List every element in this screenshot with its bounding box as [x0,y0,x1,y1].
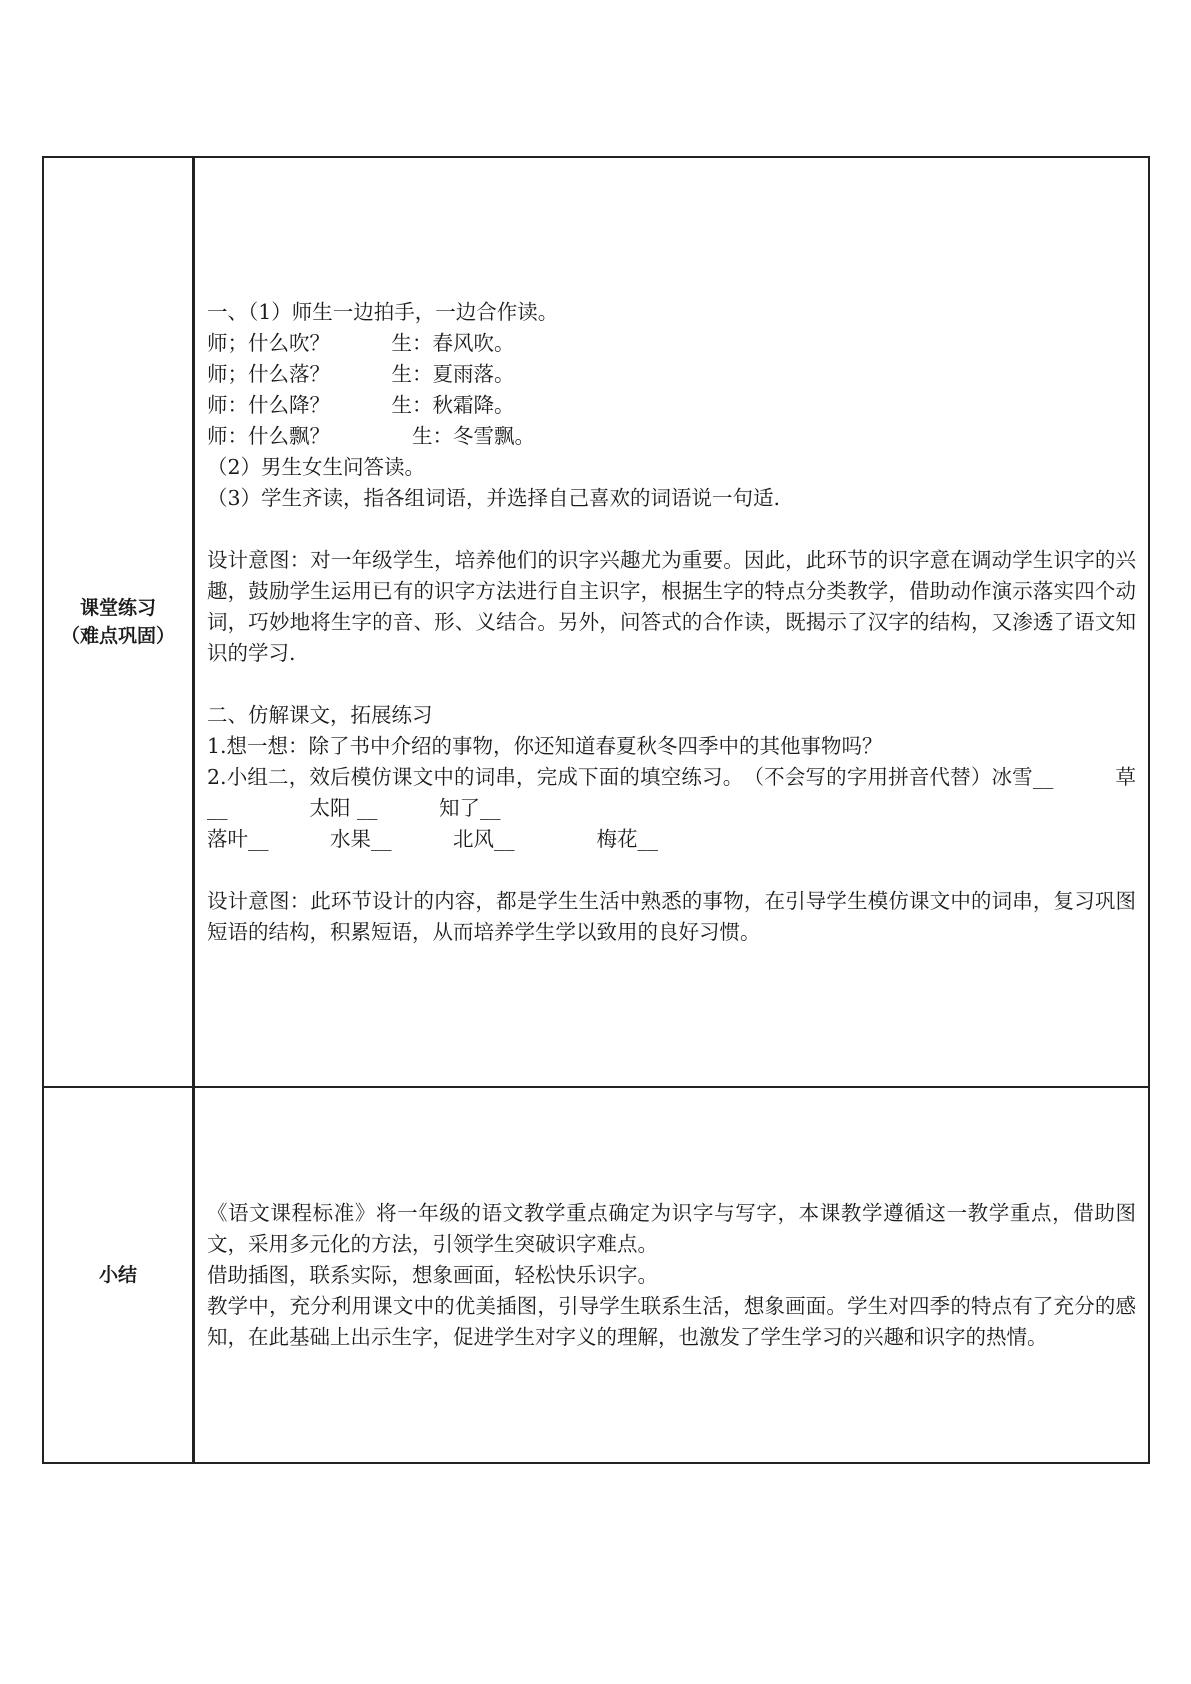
summary-row [43,1087,1149,1463]
lesson-plan-table [42,156,1150,1464]
text-line: （3）学生齐读，指各组词语，并选择自己喜欢的词语说一句适. [207,485,781,510]
practice-row [43,157,1149,1087]
summary-label: 小结 [98,1264,137,1286]
text-line: 一、（1）师生一边拍手，一边合作读。 [207,299,559,324]
question-line: 1.想一想：除了书中介绍的事物，你还知道春夏秋冬四季中的其他事物吗？ [207,733,883,758]
summary-content [207,1198,1136,1353]
text-line: 师；什么落？ 生：夏雨落。 [207,361,515,386]
practice-content [207,297,1136,948]
summary-paragraph: 教学中，充分利用课文中的优美插图，引导学生联系生活，想象画面。学生对四季的特点有了充分的感知，在此基础上出示生字，促进学生对字义的理解，也激发了学生学习的兴趣和识字的热情。 [207,1293,1136,1349]
design-intent-paragraph: 设计意图：此环节设计的内容，都是学生生活中熟悉的事物，在引导学生模仿课文中的词串，复习巩图短语的结构，积累短语，从而培养学生学以致用的良好习惯。 [207,888,1136,944]
summary-content-cell [194,1087,1150,1463]
summary-paragraph: 《语文课程标准》将一年级的语文教学重点确定为识字与写字，本课教学遵循这一教学重点，借助图文，采用多元化的方法，引领学生突破识字难点。 [207,1200,1136,1256]
text-line: 师：什么飘？ 生：冬雪飘。 [207,423,535,448]
summary-label-cell [43,1087,194,1463]
fill-in-exercise: 2.小组二，效后模仿课文中的词串，完成下面的填空练习。 （不会写的字用拼音代替）冰雪__ 草__ 太阳 __ 知了__ [207,764,1136,820]
practice-content-cell [194,157,1150,1087]
text-line: 师：什么降？ 生：秋霜降。 [207,392,515,417]
section-heading: 二、仿解课文，拓展练习 [207,702,433,727]
text-line: 师；什么吹？ 生：春风吹。 [207,330,515,355]
fill-in-exercise: 落叶__ 水果__ 北风__ 梅花__ [207,826,658,851]
practice-sublabel: （难点巩固） [60,625,175,647]
design-intent-paragraph: 设计意图：对一年级学生，培养他们的识字兴趣尤为重要。因此，此环节的识字意在调动学生识字的兴趣，鼓励学生运用已有的识字方法进行自主识字，根据生字的特点分类教学，借助动作演示落实四个动词，巧妙地将生字的音、形、义结合。另外，问答式的合作读，既揭示了汉字的结构，又渗透了语文知识的学习. [207,547,1136,665]
practice-label: 课堂练习 [79,597,156,619]
practice-label-cell [43,157,194,1087]
text-line: （2）男生女生问答读。 [207,454,426,479]
summary-paragraph: 借助插图，联系实际，想象画面，轻松快乐识字。 [207,1262,658,1287]
